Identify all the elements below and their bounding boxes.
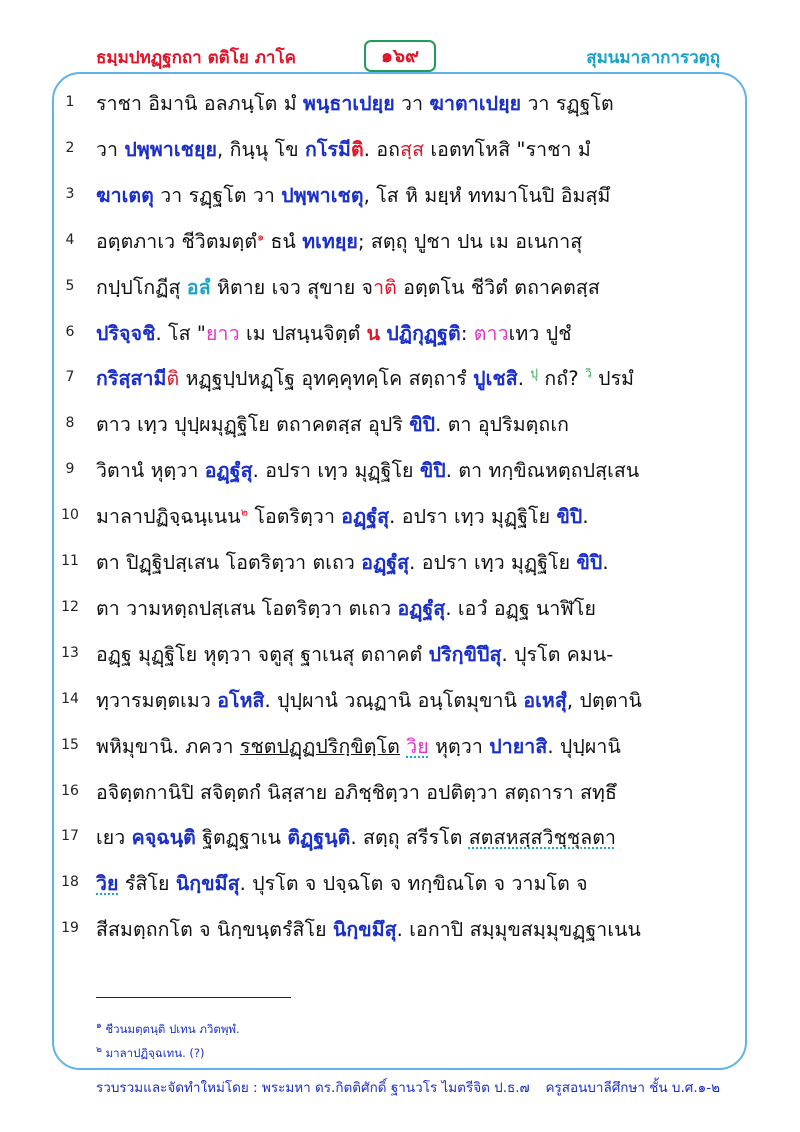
text-segment: ติฏฺฐนฺติ xyxy=(287,826,351,849)
text-segment: ธนํ xyxy=(264,230,303,253)
text-segment: รชตปฏฺฏปริกฺขิตฺโต xyxy=(239,735,400,758)
text-segment: . ปุรโต คมน- xyxy=(501,643,614,666)
text-line xyxy=(96,88,614,119)
text-segment: กโรมี xyxy=(304,138,351,161)
text-segment: สฺส xyxy=(400,138,425,161)
text-segment: เม ปสนฺนจิตฺตํ xyxy=(239,322,367,345)
text-segment: ฐิตฏฺฐาเน xyxy=(195,826,288,849)
line-number: 6 xyxy=(65,324,75,340)
text-segment: . ปุปฺผานิ xyxy=(547,735,621,758)
text-segment: อจิตฺตกานิปิ สจิตฺตกํ นิสฺสาย อภิชฺชิตฺวา อปติตฺวา สตฺถารา สทฺธึ xyxy=(96,781,618,804)
footnote-rule xyxy=(96,997,291,998)
text-segment: อฏฺฐํสุ xyxy=(204,459,253,482)
text-segment: ปรมํ xyxy=(591,367,635,390)
text-segment: ปพฺพาเชยฺย xyxy=(124,138,217,161)
line-number: 10 xyxy=(61,507,79,523)
footnote-2-mark: ๒ xyxy=(96,1045,102,1055)
text-segment: เทว ปูชํ xyxy=(508,322,572,345)
text-line xyxy=(96,822,616,853)
text-segment: ฆาตาเปยฺย xyxy=(429,92,522,115)
line-number: 2 xyxy=(65,140,75,156)
text-segment: ; สตฺถุ ปูชา ปน เม อเนกาสุ xyxy=(357,230,583,253)
line-number: 14 xyxy=(61,691,79,707)
text-segment: ขิปิ xyxy=(409,413,436,436)
text-segment: ทเทยฺย xyxy=(302,230,358,253)
text-line xyxy=(96,455,639,486)
text-segment: ติ xyxy=(350,138,364,161)
text-segment: ปริจฺจชิ xyxy=(96,322,156,345)
text-segment: สีสมตฺถกโต จ นิกฺขนฺตรํสิโย xyxy=(96,918,333,941)
text-segment: ราชา อิมานิ อลภนฺโต มํ xyxy=(96,92,303,115)
text-segment: วา รฏฺฐโต xyxy=(521,92,614,115)
line-number: 4 xyxy=(65,232,75,248)
text-segment: ตาว เทฺว ปุปฺผมุฏฺฐิโย ตถาคตสฺส อุปริ xyxy=(96,413,410,436)
text-line xyxy=(96,868,588,899)
text-segment: ขิปิ xyxy=(576,551,603,574)
text-segment: . ปุรโต จ ปจฺฉโต จ ทกฺขิณโต จ วามโต จ xyxy=(239,872,588,895)
line-number: 18 xyxy=(61,874,79,890)
text-segment: อเหสุํ xyxy=(523,689,567,712)
text-line xyxy=(96,547,609,578)
text-line xyxy=(96,272,600,303)
text-segment: เอตทโหสิ "ราชา มํ xyxy=(424,138,591,161)
line-number: 11 xyxy=(61,553,79,569)
text-line xyxy=(96,501,589,532)
line-number: 19 xyxy=(61,920,79,936)
text-segment: วา xyxy=(96,138,125,161)
text-segment: น xyxy=(366,322,381,345)
text-line xyxy=(96,180,610,211)
text-line xyxy=(96,363,634,394)
text-segment: วิตานํ หุตฺวา xyxy=(96,459,205,482)
line-number: 1 xyxy=(65,94,75,110)
text-segment: อลํ xyxy=(186,276,211,299)
text-segment: . อปรา เทฺว มุฏฺฐิโย xyxy=(389,505,557,528)
text-segment: . ปุปฺผานํ วณฺฏานิ อนฺโตมุขานิ xyxy=(264,689,524,712)
footnote-2-text: มาลาปฏิจฺฉเทน. (?) xyxy=(105,1045,205,1060)
text-segment: ปูเชสิ xyxy=(473,367,518,390)
text-segment: , โส หิ มยฺหํ ททมาโนปิ อิมสฺมึ xyxy=(363,184,611,207)
text-segment: . อปรา เทฺว มุฏฺฐิโย xyxy=(252,459,420,482)
text-segment: วา xyxy=(394,92,430,115)
text-segment: , กินฺนุ โข xyxy=(217,138,305,161)
text-segment: . xyxy=(582,505,589,528)
text-segment: . ตา อุปริมตฺถเก xyxy=(435,413,570,436)
text-segment: ปุ xyxy=(530,366,539,381)
text-line xyxy=(96,777,617,808)
text-segment: กปฺปโกฏีสุ xyxy=(96,276,187,299)
text-segment: โอตริตฺวา xyxy=(248,505,342,528)
text-segment: อฏฺฐ มุฏฺฐิโย หุตฺวา จตูสุ ฐาเนสุ ตถาคตํ xyxy=(96,643,429,666)
text-line xyxy=(96,685,642,716)
text-segment: หุตฺวา xyxy=(428,735,490,758)
line-number: 8 xyxy=(65,415,75,431)
text-segment: . โส " xyxy=(155,322,206,345)
line-number: 16 xyxy=(61,783,79,799)
text-line xyxy=(96,593,596,624)
text-segment: . สตฺถุ สรีรโต xyxy=(350,826,469,849)
text-segment: ติ xyxy=(166,367,180,390)
text-segment: : xyxy=(460,322,474,345)
text-segment: อตฺตโน ชีวิตํ ตถาคตสฺส xyxy=(396,276,600,299)
text-segment: วา รฏฺฐโต วา xyxy=(153,184,282,207)
line-number: 5 xyxy=(65,278,75,294)
text-segment: ปายาสิ xyxy=(489,735,548,758)
text-segment: ขิปิ xyxy=(419,459,446,482)
text-segment: . เอวํ อฏฺฐ นาฬิโย xyxy=(445,597,597,620)
text-segment: พนฺธาเปยฺย xyxy=(302,92,395,115)
text-segment: กถํ? xyxy=(538,367,585,390)
text-segment: นิกฺขมึสุ xyxy=(332,918,397,941)
line-number: 3 xyxy=(65,186,75,202)
text-segment: ตา วามหตฺถปสฺเสน โอตริตฺวา ตเถว xyxy=(96,597,398,620)
text-segment: อฏฺฐํสุ xyxy=(361,551,410,574)
text-segment: . เอกาปิ สมฺมุขสมฺมุขฏฺฐาเนน xyxy=(396,918,641,941)
text-segment: วิย xyxy=(96,872,119,895)
text-segment: ตา ปิฏฺฐิปสฺเสน โอตริตฺวา ตเถว xyxy=(96,551,362,574)
text-line xyxy=(96,409,569,440)
page-number-box: ๑๖๙ xyxy=(364,40,436,72)
text-segment: . อถ xyxy=(363,138,401,161)
text-segment: สตสหสฺสวิชฺชุลตา xyxy=(468,826,617,849)
footnote-1-text: ชีวนมตฺตนฺติ ปเทน ภวิตพฺพํ. xyxy=(105,1021,240,1036)
footer-teacher: ครูสอนบาลีศึกษา ชั้น บ.ศ.๑-๒ xyxy=(545,1080,720,1096)
text-segment: ยาว xyxy=(206,322,240,345)
text-segment: ฆาเตตุ xyxy=(96,184,154,207)
text-segment: อฏฺฐํสุ xyxy=(397,597,446,620)
footnote-2 xyxy=(96,1042,205,1063)
text-line xyxy=(96,318,572,349)
footer-compiler: รวบรวมและจัดทำใหม่โดย : พระมหา ดร.กิตติศักดิ์ ฐานวโร ไมตรีจิต ป.ธ.๗ xyxy=(96,1080,530,1096)
line-number: 9 xyxy=(65,461,75,477)
text-segment: วิ xyxy=(584,366,592,381)
text-line xyxy=(96,134,591,165)
text-segment: ตาว xyxy=(473,322,509,345)
text-segment: อตฺตภาเว ชีวิตมตฺตํ xyxy=(96,230,258,253)
text-segment: พหิมุขานิ. ภควา xyxy=(96,735,240,758)
footnote-1 xyxy=(96,1018,240,1039)
text-line xyxy=(96,731,621,762)
text-segment: . xyxy=(602,551,609,574)
line-number: 12 xyxy=(61,599,79,615)
text-segment: ขิปิ xyxy=(556,505,583,528)
text-segment: หฏฺฐปฺปหฏฺโฐ อุทคฺคุทคฺโค สตฺถารํ xyxy=(179,367,474,390)
text-segment: กริสฺสามี xyxy=(96,367,167,390)
text-segment: ๒ xyxy=(240,505,249,519)
text-segment: , ปตฺตานิ xyxy=(566,689,642,712)
text-segment: ปฏิกุฏฺฐติ xyxy=(386,322,461,345)
line-number: 13 xyxy=(61,645,79,661)
line-number: 15 xyxy=(61,737,79,753)
text-segment: หิตาย เจว สุขาย จ xyxy=(210,276,374,299)
text-segment: . xyxy=(517,367,531,390)
text-segment: ๑ xyxy=(257,230,265,244)
text-segment: คจฺฉนฺติ xyxy=(131,826,196,849)
header-story-title: สุมนมาลาการวตฺถุ xyxy=(586,48,720,68)
text-line xyxy=(96,639,613,670)
text-segment: รํสิโย xyxy=(118,872,176,895)
text-segment: วิย xyxy=(406,735,429,758)
text-segment: . ตา ทกฺขิณหตฺถปสฺเสน xyxy=(445,459,640,482)
text-line xyxy=(96,914,641,945)
text-segment: นิกฺขมึสุ xyxy=(175,872,240,895)
footnote-1-mark: ๑ xyxy=(96,1021,102,1031)
text-segment: มาลาปฏิจฺฉนฺเนน xyxy=(96,505,241,528)
line-number: 17 xyxy=(61,828,79,844)
line-number: 7 xyxy=(65,369,75,385)
text-segment: เยว xyxy=(96,826,132,849)
text-line xyxy=(96,226,582,257)
text-segment: ปพฺพาเชตุ xyxy=(281,184,364,207)
text-segment: ทฺวารมตฺตเมว xyxy=(96,689,218,712)
text-segment: าติ xyxy=(373,276,397,299)
text-segment: . อปรา เทฺว มุฏฺฐิโย xyxy=(409,551,577,574)
text-segment: อฏฺฐํสุ xyxy=(341,505,390,528)
text-segment: อโหสิ xyxy=(217,689,265,712)
header-book-title: ธมฺมปทฏฺฐกถา ตติโย ภาโค xyxy=(96,48,296,68)
text-segment: ปริกฺขิปึสุ xyxy=(428,643,502,666)
